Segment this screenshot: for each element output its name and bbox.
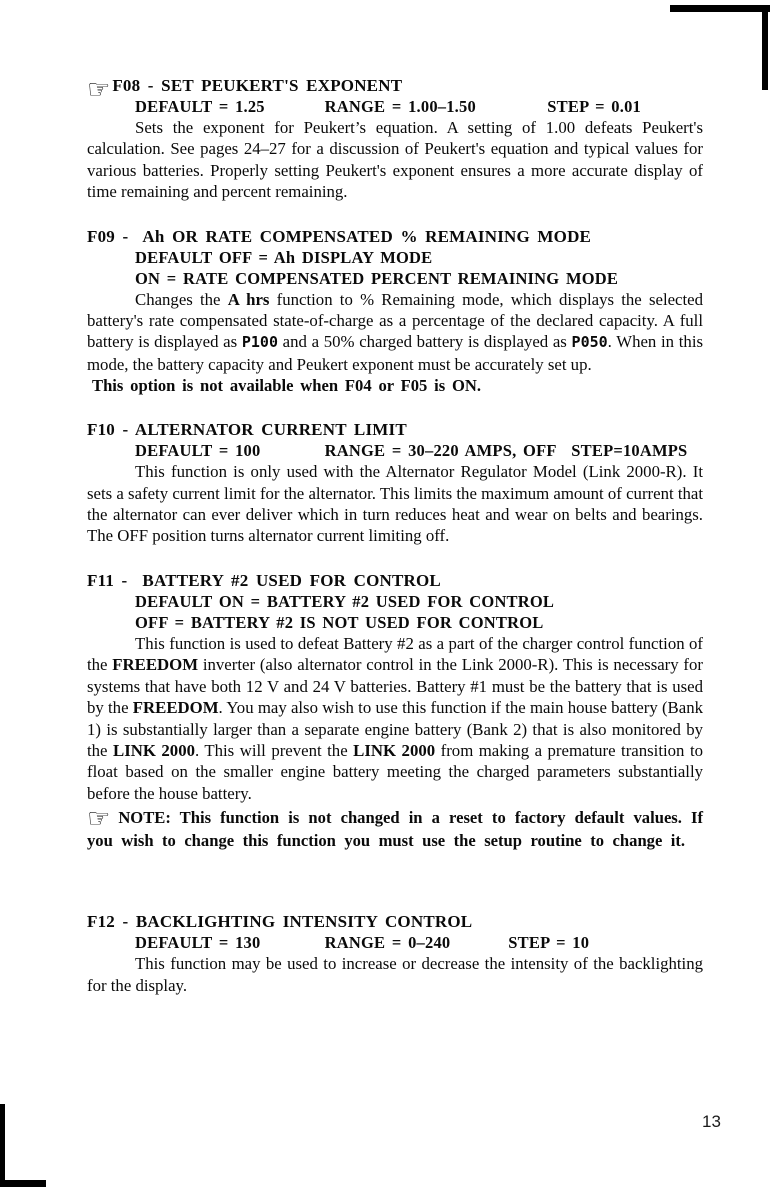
section-f12-body: This function may be used to increase or decrease the intensity of the backlighting for the display. — [87, 954, 703, 995]
scan-corner-mark-bottom-left-vertical — [0, 1104, 5, 1187]
section-title-text: F11 - BATTERY #2 USED FOR CONTROL — [87, 570, 441, 590]
param-default: DEFAULT = 100 — [135, 441, 261, 461]
param-step: STEP = 10 — [508, 933, 590, 953]
section-f10-params — [87, 440, 703, 461]
section-f10 — [87, 420, 703, 547]
section-f10-body: This function is only used with the Alternator Regulator Model (Link 2000-R). It sets a safety current limit for the alternator. This limits the maximum amount of current that the alternator can ever deliver which in turn reduces heat and wear on belts and bearings. The OFF position turns alternator current limiting off. — [87, 462, 703, 546]
param-step: STEP=10AMPS — [571, 441, 688, 461]
section-title-text: F09 - Ah OR RATE COMPENSATED % REMAINING MODE — [87, 226, 592, 246]
param-step: STEP = 0.01 — [547, 97, 641, 116]
page-content — [87, 76, 703, 1020]
page-number: 13 — [702, 1112, 721, 1131]
section-f10-title — [87, 420, 703, 440]
section-f09-footnote: This option is not available when F04 or F05 is ON. — [92, 376, 482, 396]
section-f08-title — [87, 75, 703, 105]
param-off-line: OFF = BATTERY #2 IS NOT USED FOR CONTROL — [135, 612, 544, 632]
scan-corner-mark-top-right-vertical — [762, 5, 768, 90]
section-f09-title — [87, 227, 703, 247]
section-f09-body: Changes the A hrs function to % Remaining mode, which displays the selected battery's rate compensated state-of-charge as a percentage of the declared capacity. A full battery is displayed as P100 and a 50% charged battery is displayed as P050. When in this mode, the battery capacity and Peukert exponent must be accurately set up. — [87, 289, 704, 374]
scan-corner-mark-top-right-horizontal — [670, 5, 770, 12]
param-default: DEFAULT = 130 — [135, 933, 261, 953]
section-f08 — [87, 76, 703, 203]
section-f11-title — [87, 571, 703, 591]
param-default-line: DEFAULT OFF = Ah DISPLAY MODE — [135, 247, 433, 267]
section-f08-params — [87, 96, 703, 117]
section-f11-note — [87, 806, 703, 852]
section-f11-body: This function is used to defeat Battery #2 as a part of the charger control function of the FREEDOM inverter (also alternator control in the Link 2000-R). This is necessary for systems that have both 12 V and 24 V batteries. Battery #1 must be the battery that is used by the FREEDOM. You may also wish to use this function if the main house battery (Bank 1) is substantially larger than a separate engine battery (Bank 2) that is also monitored by the LINK 2000. This will prevent the LINK 2000 from making a premature transition to float based on the smaller engine battery meeting the charged parameters substantially before the house battery. — [87, 633, 704, 803]
section-f12-title — [87, 912, 703, 932]
section-f08-body: Sets the exponent for Peukert’s equation. A setting of 1.00 defeats Peukert's calculation. See pages 24–27 for a discussion of Peukert's equation and typical values for various batteries. Properly setting Peukert's exponent ensures a more accurate display of time remaining and percent remaining. — [87, 118, 703, 202]
scan-corner-mark-bottom-left-horizontal — [0, 1180, 46, 1187]
section-f12-params — [87, 932, 703, 953]
section-f09 — [87, 227, 703, 397]
section-f12 — [87, 912, 703, 996]
section-title-text: F08 - SET PEUKERT'S EXPONENT — [112, 76, 403, 95]
section-title-text: F10 - ALTERNATOR CURRENT LIMIT — [87, 420, 407, 440]
note-text: NOTE: This function is not changed in a reset to factory default values. If you wish to change this function you must use the setup routine to change it. — [87, 808, 703, 850]
param-range: RANGE = 0–240 — [324, 933, 451, 953]
param-on-line: ON = RATE COMPENSATED PERCENT REMAINING MODE — [135, 268, 619, 288]
pointing-hand-icon: ☞ — [87, 804, 111, 835]
param-default: DEFAULT = 1.25 — [135, 97, 265, 116]
param-range: RANGE = 1.00–1.50 — [324, 97, 476, 116]
section-title-text: F12 - BACKLIGHTING INTENSITY CONTROL — [87, 912, 473, 932]
param-default-line: DEFAULT ON = BATTERY #2 USED FOR CONTROL — [135, 591, 555, 611]
section-f11 — [87, 571, 703, 852]
param-range: RANGE = 30–220 AMPS, OFF — [324, 441, 557, 461]
pointing-hand-icon: ☞ — [87, 75, 111, 105]
